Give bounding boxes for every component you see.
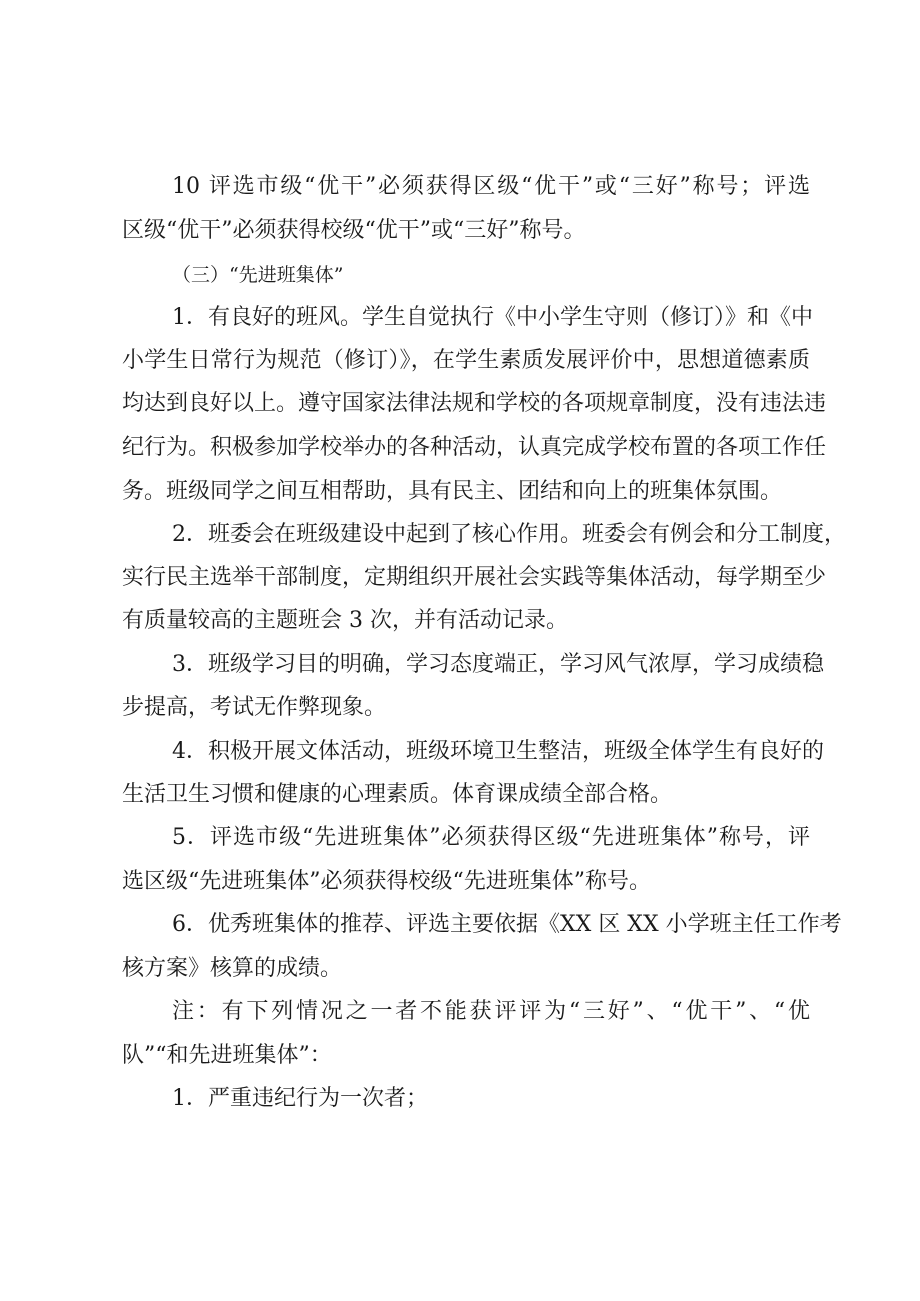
paragraph-line: 4．积极开展文体活动，班级环境卫生整洁，班级全体学生有良好的: [172, 739, 824, 764]
paragraph-line: 选区级“先进班集体”必须获得校级“先进班集体”称号。: [122, 869, 651, 894]
paragraph-line: 区级“优干”必须获得校级“优干”或“三好”称号。: [122, 218, 586, 243]
note-line: 队”“和先进班集体”：: [122, 1043, 332, 1068]
paragraph-line: 有质量较高的主题班会 3 次，并有活动记录。: [122, 608, 568, 633]
paragraph-line: 均达到良好以上。遵守国家法律法规和学校的各项规章制度，没有违法违: [122, 391, 827, 416]
paragraph-line: 3．班级学习目的明确，学习态度端正，学习风气浓厚，学习成绩稳: [172, 652, 824, 677]
paragraph-line: 2．班委会在班级建设中起到了核心作用。班委会有例会和分工制度，: [172, 522, 846, 547]
paragraph-line: 5．评选市级“先进班集体”必须获得区级“先进班集体”称号，评: [172, 825, 810, 850]
note-item: 1．严重违纪行为一次者；: [172, 1086, 428, 1111]
paragraph-line: 1．有良好的班风。学生自觉执行《中小学生守则（修订）》和《中: [172, 305, 813, 330]
paragraph-line: 实行民主选举干部制度，定期组织开展社会实践等集体活动，每学期至少: [122, 565, 827, 590]
paragraph-line: 步提高，考试无作弊现象。: [122, 695, 387, 720]
section-heading: （三）“先进班集体”: [172, 264, 344, 286]
paragraph-line: 生活卫生习惯和健康的心理素质。体育课成绩全部合格。: [122, 782, 673, 807]
paragraph-line: 纪行为。积极参加学校举办的各种活动，认真完成学校布置的各项工作任: [122, 435, 827, 460]
note-line: 注：有下列情况之一者不能获评评为“三好”、“优干”、“优: [172, 999, 810, 1024]
paragraph-line: 务。班级同学之间互相帮助，具有民主、团结和向上的班集体氛围。: [122, 479, 783, 504]
paragraph-line: 核方案》核算的成绩。: [122, 956, 343, 981]
paragraph-line: 小学生日常行为规范（修订）》，在学生素质发展评价中，思想道德素质: [122, 348, 810, 373]
paragraph-line: 10 评选市级“优干”必须获得区级“优干”或“三好”称号；评选: [172, 174, 810, 199]
paragraph-line: 6．优秀班集体的推荐、评选主要依据《XX 区 XX 小学班主任工作考: [172, 912, 842, 937]
